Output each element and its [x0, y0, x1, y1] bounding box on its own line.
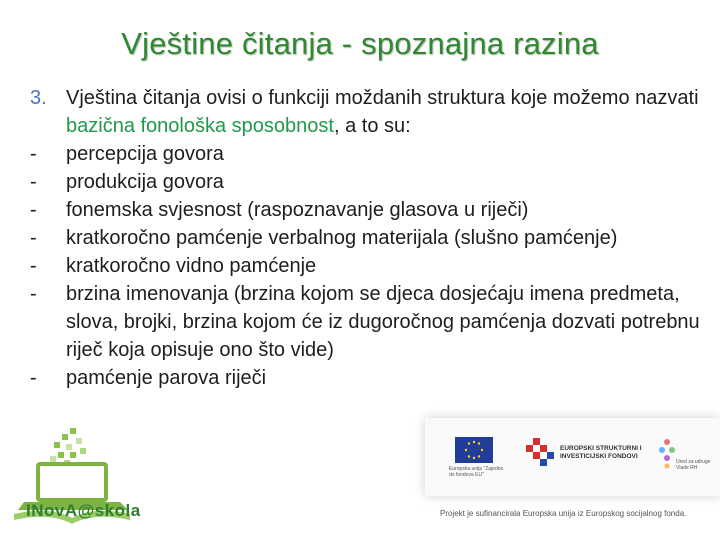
bullet-marker: - [30, 143, 37, 165]
list-item [30, 252, 700, 280]
bullet-marker: - [30, 171, 37, 193]
bullet-text: fonemska svjesnost (raspoznavanje glasova u riječi) [66, 199, 529, 221]
bullet-text: pamćenje parova riječi [66, 367, 267, 389]
slide-title: Vještine čitanja - spoznajna razina [121, 26, 599, 61]
bullet-text: kratkoročno pamćenje verbalnog materijala (slušno pamćenje) [66, 227, 618, 249]
funding-footer-text: Projekt je sufinancirala Europska unija iz Europskog socijalnog fonda. [440, 509, 687, 518]
list-item [30, 364, 700, 392]
list-item [30, 224, 700, 252]
list-item [30, 168, 700, 196]
bullet-marker: - [30, 199, 37, 221]
intro-text-start: Vještina čitanja ovisi o funkciji moždanih struktura koje možemo nazvati [66, 87, 699, 109]
intro-text-end: , a to su: [333, 115, 411, 137]
list-item [30, 280, 700, 364]
eu-caption: Europska unija "Zajedno do fondova EU" [449, 466, 504, 478]
list-number: 3. [30, 87, 47, 109]
intro-item [30, 84, 700, 140]
slide-content [30, 84, 700, 392]
logo-wordmark: INovA@skola [26, 501, 141, 520]
highlight-term: bazična fonološka sposobnost [66, 115, 334, 137]
list-item [30, 140, 700, 168]
bullet-text: percepcija govora [66, 143, 224, 165]
bullet-marker: - [30, 227, 37, 249]
list-item [30, 196, 700, 224]
bullet-text: brzina imenovanja (brzina kojom se djeca dosjećaju imena predmeta, slova, brojki, brzina kojom će iz dugoročnog pamćenja dozvati potrebnu riječ koja opisuje ono što vide) [66, 283, 700, 361]
eu-flag-icon [455, 437, 493, 463]
esf-title: EUROPSKI STRUKTURNI I INVESTICIJSKI FONDOVI [560, 445, 642, 460]
bullet-marker: - [30, 283, 37, 305]
croatian-checkerboard-icon [525, 438, 557, 470]
bullet-marker: - [30, 255, 37, 277]
intro-text [66, 84, 700, 140]
gov-caption: Ured za udruge Vlade RH [676, 459, 711, 471]
bullet-text: produkcija govora [66, 171, 224, 193]
bullet-marker: - [30, 367, 37, 389]
government-office-icon [656, 436, 678, 470]
bullet-text: kratkoročno vidno pamćenje [66, 255, 317, 277]
